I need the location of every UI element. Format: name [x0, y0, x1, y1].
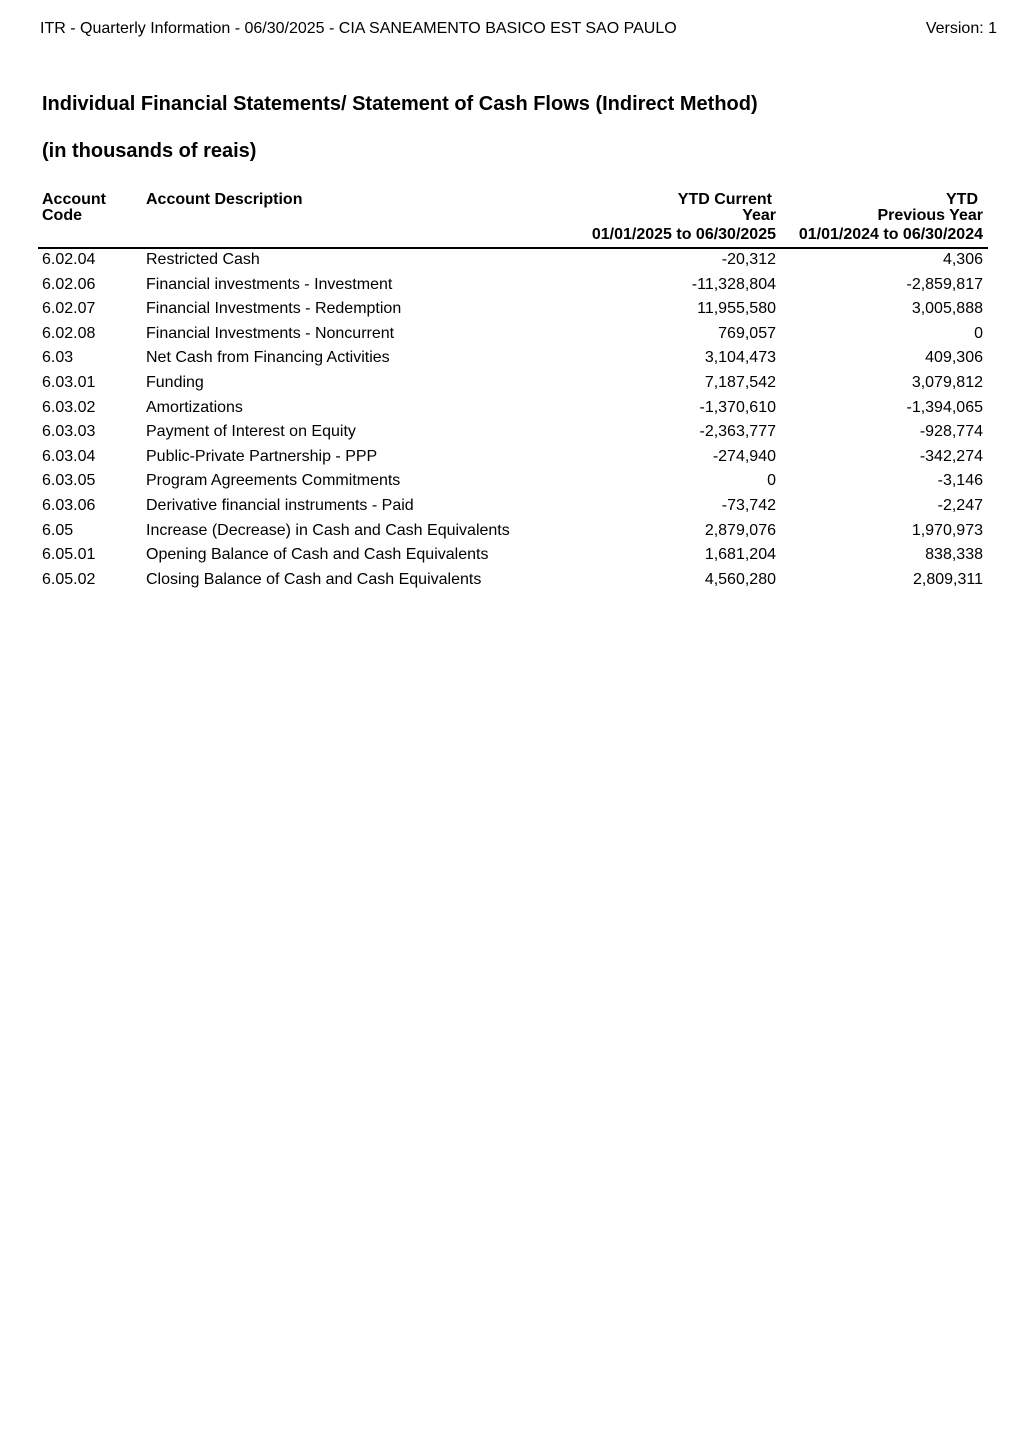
current-year-value: 0 — [767, 472, 776, 490]
table-row — [38, 496, 988, 521]
table-row — [38, 545, 988, 570]
column-header-current-period: 01/01/2025 to 06/30/2025 — [591, 226, 776, 243]
table-body — [38, 250, 988, 594]
table-row — [38, 398, 988, 423]
account-description: Amortizations — [146, 398, 243, 416]
account-code: 6.03.03 — [42, 423, 96, 441]
table-row — [38, 471, 988, 496]
current-year-value: -2,363,777 — [699, 423, 776, 441]
column-header-code-line2: Code — [42, 207, 82, 224]
table-row — [38, 422, 988, 447]
column-header-previous-year — [783, 192, 983, 243]
account-description: Public-Private Partnership - PPP — [146, 447, 378, 465]
account-description: Payment of Interest on Equity — [146, 423, 356, 441]
previous-year-value: 4,306 — [942, 251, 983, 268]
account-code: 6.03.04 — [42, 447, 96, 465]
account-code: 6.03.06 — [42, 496, 96, 514]
previous-year-value: 838,338 — [925, 546, 983, 564]
account-code: 6.03.02 — [42, 398, 96, 416]
account-code: 6.03 — [42, 349, 74, 367]
column-header-current-line2: Year — [742, 207, 776, 224]
column-header-previous-period: 01/01/2024 to 06/30/2024 — [798, 226, 983, 243]
table-row — [38, 275, 988, 300]
account-description: Financial investments - Investment — [146, 275, 393, 293]
statement-title: Individual Financial Statements/ Statement of Cash Flows (Indirect Method) — [42, 93, 758, 115]
account-code: 6.02.06 — [42, 275, 96, 293]
account-description: Closing Balance of Cash and Cash Equivalents — [146, 570, 482, 588]
current-year-value: 769,057 — [718, 324, 776, 342]
page-header — [40, 19, 997, 39]
table-row — [38, 521, 988, 546]
table-row — [38, 324, 988, 349]
account-code: 6.05 — [42, 521, 74, 539]
account-description: Derivative financial instruments - Paid — [146, 496, 414, 514]
account-code: 6.05.02 — [42, 570, 96, 588]
current-year-value: 4,560,280 — [704, 570, 776, 588]
previous-year-value: 3,079,812 — [911, 373, 983, 391]
current-year-value: -1,370,610 — [699, 398, 776, 416]
column-header-current-line1: YTD Current — [677, 191, 772, 208]
account-description: Funding — [146, 373, 204, 391]
cash-flow-table — [38, 191, 988, 594]
current-year-value: 2,879,076 — [704, 521, 776, 539]
report-identifier: ITR - Quarterly Information - 06/30/2025 - CIA SANEAMENTO BASICO EST SAO PAULO — [40, 20, 677, 37]
table-row — [38, 570, 988, 595]
account-code: 6.02.08 — [42, 324, 96, 342]
table-row — [38, 447, 988, 472]
account-code: 6.03.05 — [42, 472, 96, 490]
account-code: 6.02.04 — [42, 251, 96, 268]
previous-year-value: -342,274 — [919, 447, 983, 465]
statement-subtitle: (in thousands of reais) — [42, 140, 257, 162]
account-description: Financial Investments - Redemption — [146, 300, 402, 318]
column-header-current-year — [576, 192, 776, 243]
table-row — [38, 250, 988, 275]
column-header-description: Account Description — [146, 191, 303, 208]
current-year-value: -20,312 — [721, 251, 776, 268]
previous-year-value: -928,774 — [919, 423, 983, 441]
table-row — [38, 348, 988, 373]
column-header-code-line1: Account — [42, 191, 106, 208]
previous-year-value: -2,247 — [937, 496, 983, 514]
previous-year-value: 409,306 — [925, 349, 983, 367]
account-description: Net Cash from Financing Activities — [146, 349, 390, 367]
table-row — [38, 299, 988, 324]
current-year-value: -11,328,804 — [691, 275, 776, 293]
column-header-previous-line2: Previous Year — [877, 207, 983, 224]
current-year-value: 11,955,580 — [697, 300, 776, 318]
previous-year-value: 3,005,888 — [911, 300, 983, 318]
previous-year-value: 2,809,311 — [913, 570, 983, 588]
account-description: Opening Balance of Cash and Cash Equivalents — [146, 546, 489, 564]
column-header-previous-line1: YTD — [946, 191, 978, 208]
current-year-value: -73,742 — [721, 496, 776, 514]
account-description: Program Agreements Commitments — [146, 472, 401, 490]
account-description: Increase (Decrease) in Cash and Cash Equivalents — [146, 521, 510, 539]
account-description: Financial Investments - Noncurrent — [146, 324, 395, 342]
previous-year-value: -2,859,817 — [906, 275, 983, 293]
current-year-value: 3,104,473 — [704, 349, 776, 367]
previous-year-value: -3,146 — [937, 472, 983, 490]
current-year-value: 7,187,542 — [704, 373, 776, 391]
account-code: 6.02.07 — [42, 300, 96, 318]
table-header — [38, 191, 988, 249]
account-code: 6.03.01 — [42, 373, 96, 391]
account-code: 6.05.01 — [42, 546, 96, 564]
previous-year-value: 1,970,973 — [911, 521, 983, 539]
previous-year-value: -1,394,065 — [906, 398, 983, 416]
version-label: Version: 1 — [925, 20, 997, 37]
account-description: Restricted Cash — [146, 251, 260, 268]
column-header-account-code — [42, 192, 132, 224]
current-year-value: 1,681,204 — [704, 546, 776, 564]
previous-year-value: 0 — [974, 324, 983, 342]
current-year-value: -274,940 — [712, 447, 776, 465]
table-row — [38, 373, 988, 398]
